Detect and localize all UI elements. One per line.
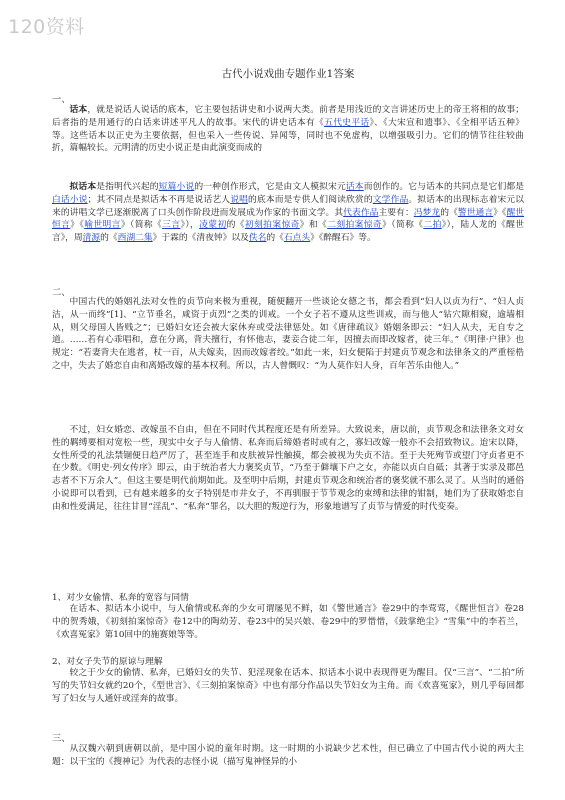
paragraph-novel-history: 从汉魏六朝到唐朝以前，是中国小说的童年时期。这一时期的小说缺少艺术性，但已确立了中国古代小说的两大主题：以干宝的《搜神记》为代表的志怪小说（描写鬼神怪异的小 [52, 744, 524, 767]
link-xingshi-hengyan[interactable]: 醒世恒言 [52, 207, 525, 231]
text: 而创作的。它与话本的共同点是它们都是 [363, 182, 525, 192]
text: 的《 [440, 207, 458, 218]
text: 的《 [226, 220, 245, 231]
subheading-2: 2、对女子失节的原谅与理解 [52, 657, 163, 667]
link-xihu-erji[interactable]: 西湖二集 [117, 233, 153, 243]
link-yiming[interactable]: 佚名 [248, 233, 267, 243]
text: 》（简称《 [382, 220, 424, 231]
section-3-label: 三、 [52, 733, 71, 744]
text: 是指明代兴起的 [96, 182, 159, 192]
watermark: 120资料 [8, 16, 85, 38]
text: 》于霖的《清夜钟》以及 [152, 233, 249, 243]
link-daibiao-zuopin[interactable]: 代表作品 [343, 207, 379, 218]
subheading-1: 1、对少女偷情、私奔的宽容与同情 [52, 593, 189, 603]
text: 》和《 [299, 220, 328, 231]
link-erke-paian-jingqi[interactable]: 二刻拍案惊奇 [327, 220, 383, 231]
link-duanpian-xiaoshuo[interactable]: 短篇小说 [158, 182, 195, 192]
link-qingyuan[interactable]: 清源 [82, 233, 101, 243]
text: 》《 [70, 220, 85, 231]
paragraph-nihuaben [52, 181, 524, 245]
text: 》《 [493, 207, 507, 218]
text: ，就是说话人说话的底本，它主要包括讲史和小说两大类。前者是用浅近的文言讲述历史上的帝王将相的故事；后者指的是用通行的白话来讲述平凡人的故事。宋代的讲史话本有《 [52, 105, 525, 128]
paragraph-maiden-elopement: 在话本、拟话本小说中，与人偷情或私奔的少女可谓屡见不鲜，如《警世通言》卷29中的李莺莺，《醒世恒言》卷28中的贺秀娥，《初刻拍案惊奇》卷12中的陶幼芳、卷23中的吴兴娘、卷29中的罗惜惜，《鼓掌绝尘》“雪集”中的李若兰，《欢喜冤家》第10回中的施赛娘等等。 [52, 604, 524, 640]
link-ling-mengchu[interactable]: 凌蒙初 [199, 220, 227, 231]
link-shuochang[interactable]: 说唱 [230, 194, 249, 205]
paragraph-wife-infidelity: 较之于少女的偷情、私奔，已婚妇女的失节、犯淫现象在话本、拟话本小说中表现得更为醒目。仅“三言”、“二拍”所写的失节妇女就约20个，《型世言》、《三刻拍案惊奇》中也有部分作品以失节妇女为主角。而《欢喜冤家》，则几乎每回都写了妇女与人通奸或淫奔的故事。 [52, 668, 524, 704]
section-2-label: 二、 [52, 287, 71, 298]
link-baihua-xiaoshuo[interactable]: 白话小说 [52, 194, 88, 205]
link-yushi-mingyan[interactable]: 喻世明言 [84, 220, 121, 231]
text: 的《 [266, 233, 284, 243]
link-jingshi-tongyan[interactable]: 警世通言 [457, 207, 494, 218]
text: 》）， [180, 220, 200, 231]
link-erpai[interactable]: 二拍 [423, 220, 442, 231]
link-chuke-paian-jingqi[interactable]: 初刻拍案惊奇 [244, 220, 300, 231]
text: 主要有： [378, 207, 414, 218]
paragraph-huaben [52, 104, 524, 155]
text: 的底本而是专供人们阅读欣赏的 [248, 194, 373, 205]
text: 》、《大宋宣和遗事》、《全相平话五种》等。这些话本以正史为主要依据，但也采入一些传说、异闻等，同时也不免虚构，以增强吸引力。它们的情节往往较曲折，篇幅较长。元明清的历史小说正是由此演变而成的 [52, 117, 525, 154]
text: 》《醉醒石》等。 [310, 233, 376, 243]
term-nihuaben: 拟话本 [69, 182, 97, 192]
link-wenxue-zuopin[interactable]: 文学作品 [372, 194, 409, 205]
text: 》），陆人龙的《醒世言》，周 [52, 220, 525, 243]
text: 》（简称《 [120, 220, 163, 231]
paragraph-chastity-history: 不过，妇女婚恋、改嫁虽不自由，但在不同时代其程度还是有所差异。大致说来，唐以前，贞节观念和法律条文对女性的羁缚要相对宽松一些，现实中女子与人偷情、私奔而后缔婚者时或有之，寡妇改嫁一般亦不会招致物议。迨宋以降，女性所受的礼法禁锢便日趋严厉了，甚至连手和皮肤被异性触摸，都会被视为失贞不洁。至于夫死殉节或望门守贞者更不在少数。《明史·列女传序》即云，由于统治者大力褒奖贞节，“乃至于僻壤下户之女，亦能以贞白自砥；其著于实录及郡邑志者不下万余人”。但这主要是明代前期如此。及至明中后期，封建贞节观念和统治者的褒奖就不那么灵了。从当时的通俗小说即可以看到，已有越来越多的女子特别是市井女子，不再驯服于节节观念的束缚和法律的钳制，她们为了获取婚恋自由和性爱满足，往往甘冒“淫乱”、“私奔”罪名，以大胆的叛逆行为，形象地谱写了贞节与情爱的时代变奏。 [52, 425, 524, 512]
paragraph-marriage-law: 中国古代的婚姻礼法对女性的贞节向来极为重视，随便翻开一些谈论女德之书，都会看到“妇人以贞为行”、“妇人贞洁，从一而终”[1]、“立节垂名，咸资于贞烈”之类的训戒。一个女子若不遵从这些训戒，而与他人“钻穴隙相窥，逾墙相从，则父母国人皆贱之”；已婚妇女还会被大家休弃或受法律惩处。如《唐律疏议》婚姻条即云：“妇人从夫，无自专之道。……若有心乖唱和，意在分离，背夫擅行，有怀他志，妻妾合徒二年，因擅去而即改嫁者，徒三年。”《明律·户律》也规定：“若妻背夫在逃者，杖一百，从夫嫁卖，因而改嫁者绞。”如此一来，妇女便陷于封建贞节观念和法律条文的严重桎梏之中，失去了婚恋自由和离婚改嫁的基本权利。所以，古人曾慨叹：“为人莫作妇人身，百年苦乐由他人。” [52, 297, 524, 371]
link-shidiantou[interactable]: 石点头 [283, 233, 311, 243]
text: 的《 [100, 233, 118, 243]
text: ；其不同点是拟话本不再是说话艺人 [87, 194, 231, 205]
page-title: 古代小说戏曲专题作业1答案 [221, 68, 355, 80]
link-huaben[interactable]: 话本 [345, 182, 364, 192]
section-1-label: 一、 [52, 94, 71, 105]
text: 。拟话本的出现标志着宋元以来的讲唱文学已逐渐脱离了口头创作阶段进而发展成为作家的书面文学。其 [52, 194, 525, 218]
link-feng-menglong[interactable]: 冯梦龙 [413, 207, 441, 218]
link-wudaishi-pinghua[interactable]: 五代史平话 [324, 117, 370, 128]
link-sanyan[interactable]: 三言 [162, 220, 181, 231]
text: 的一种创作形式，它是由文人模拟宋元 [194, 182, 346, 192]
term-huaben: 话本 [69, 105, 88, 115]
